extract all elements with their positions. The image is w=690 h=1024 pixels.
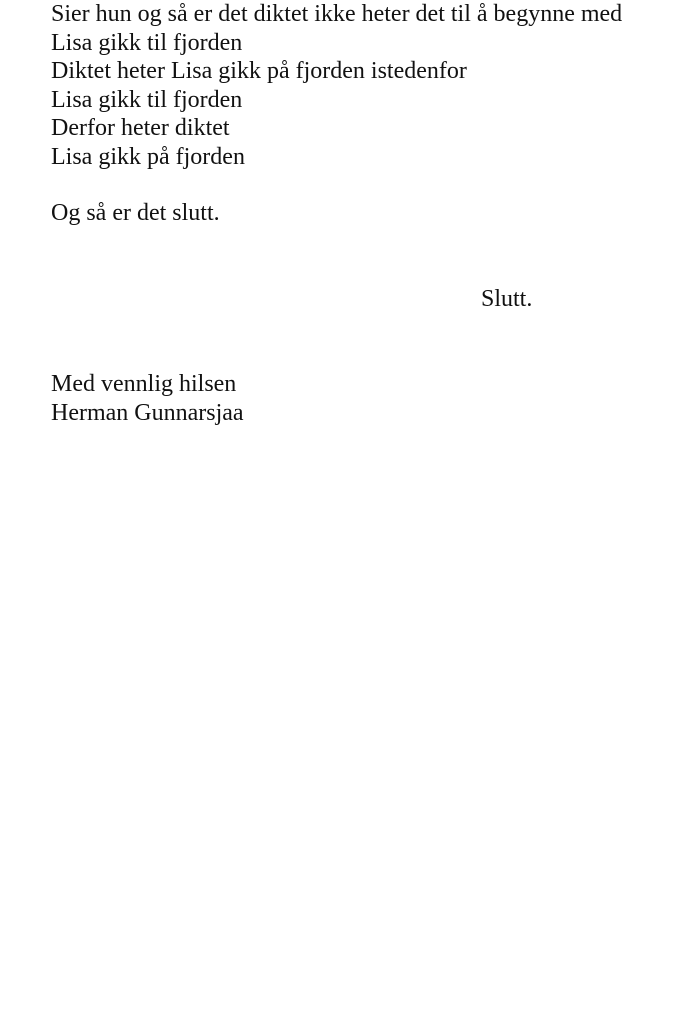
ending-line: Og så er det slutt.: [51, 200, 220, 226]
poem-line: Derfor heter diktet: [51, 115, 230, 142]
closing-line: Med vennlig hilsen: [51, 371, 237, 397]
poem-line: Lisa gikk til fjorden: [51, 29, 243, 56]
poem-line: Diktet heter Lisa gikk på fjorden istedenfor: [51, 58, 467, 85]
slutt-text: Slutt.: [481, 286, 533, 312]
poem-line: Lisa gikk til fjorden: [51, 86, 243, 113]
poem-stanza: [51, 0, 622, 172]
poem-line: Lisa gikk på fjorden: [51, 143, 245, 170]
ending-paragraph: [51, 199, 220, 228]
signature-name: Herman Gunnarsjaa: [51, 399, 244, 426]
poem-line: Sier hun og så er det diktet ikke heter det til å begynne med: [51, 1, 623, 27]
sign-off: [51, 370, 244, 427]
